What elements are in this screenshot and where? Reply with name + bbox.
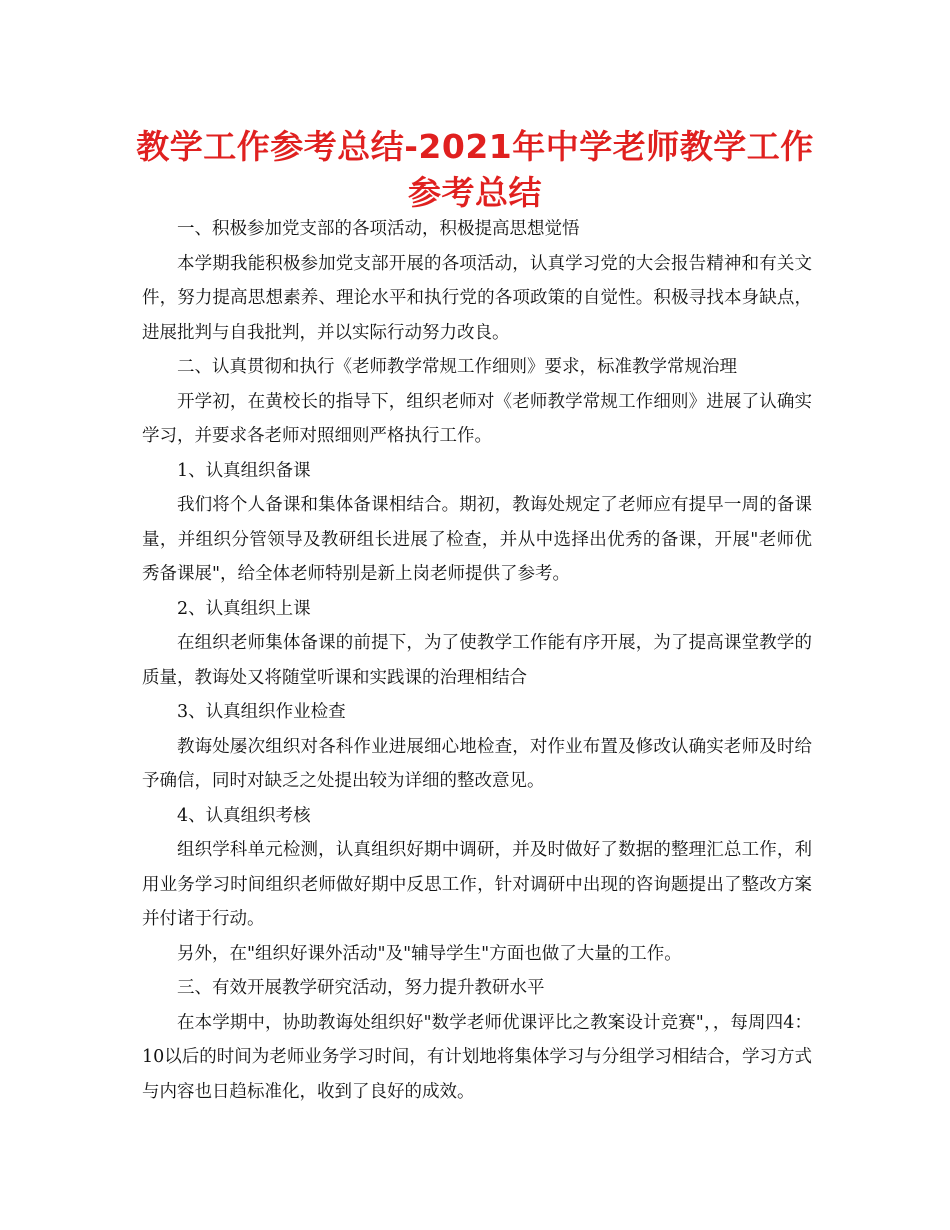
subsection-heading: 1、认真组织备课	[177, 460, 311, 481]
section-heading: 三、有效开展教学研究活动，努力提升教研水平	[177, 978, 545, 998]
subsection-heading: 4、认真组织考核	[177, 805, 311, 826]
body-paragraph: 在组织老师集体备课的前提下，为了使教学工作能有序开展，为了提高课堂教学的质量，教诲处又将随堂听课和实践课的治理相结合	[142, 633, 812, 688]
body-paragraph: 本学期我能积极参加党支部开展的各项活动，认真学习党的大会报告精神和有关文件，努力提高思想素养、理论水平和执行党的各项政策的自觉性。积极寻找本身缺点，进展批判与自我批判，并以实际行动努力改良。	[142, 253, 812, 343]
document-body	[142, 212, 812, 1109]
document-title: 教学工作参考总结-2021年中学老师教学工作参考总结	[136, 127, 814, 212]
body-paragraph: 组织学科单元检测，认真组织好期中调研，并及时做好了数据的整理汇总工作，利用业务学习时间组织老师做好期中反思工作，针对调研中出现的咨询题提出了整改方案并付诸于行动。	[142, 840, 812, 929]
body-paragraph: 我们将个人备课和集体备课相结合。期初，教诲处规定了老师应有提早一周的备课量，并组织分管领导及教研组长进展了检查，并从中选择出优秀的备课，开展"老师优秀备课展"，给全体老师特别是新上岗老师提供了参考。	[142, 495, 812, 584]
subsection-heading: 3、认真组织作业检查	[177, 702, 346, 722]
body-paragraph: 开学初，在黄校长的指导下，组织老师对《老师教学常规工作细则》进展了认确实学习，并要求各老师对照细则严格执行工作。	[142, 391, 812, 446]
body-paragraph: 教诲处屡次组织对各科作业进展细心地检查，对作业布置及修改认确实老师及时给予确信，同时对缺乏之处提出较为详细的整改意见。	[142, 736, 812, 791]
section-heading: 二、认真贯彻和执行《老师教学常规工作细则》要求，标准教学常规治理	[177, 357, 737, 377]
body-paragraph: 在本学期中，协助教诲处组织好"数学老师优课评比之教案设计竞赛"，，每周四4：10以后的时间为老师业务学习时间，有计划地将集体学习与分组学习相结合，学习方式与内容也日趋标准化，收到了良好的成效。	[142, 1012, 812, 1102]
section-heading: 一、积极参加党支部的各项活动，积极提高思想觉悟	[177, 219, 580, 239]
body-paragraph: 另外，在"组织好课外活动"及"辅导学生"方面也做了大量的工作。	[177, 943, 682, 964]
subsection-heading: 2、认真组织上课	[177, 598, 311, 619]
